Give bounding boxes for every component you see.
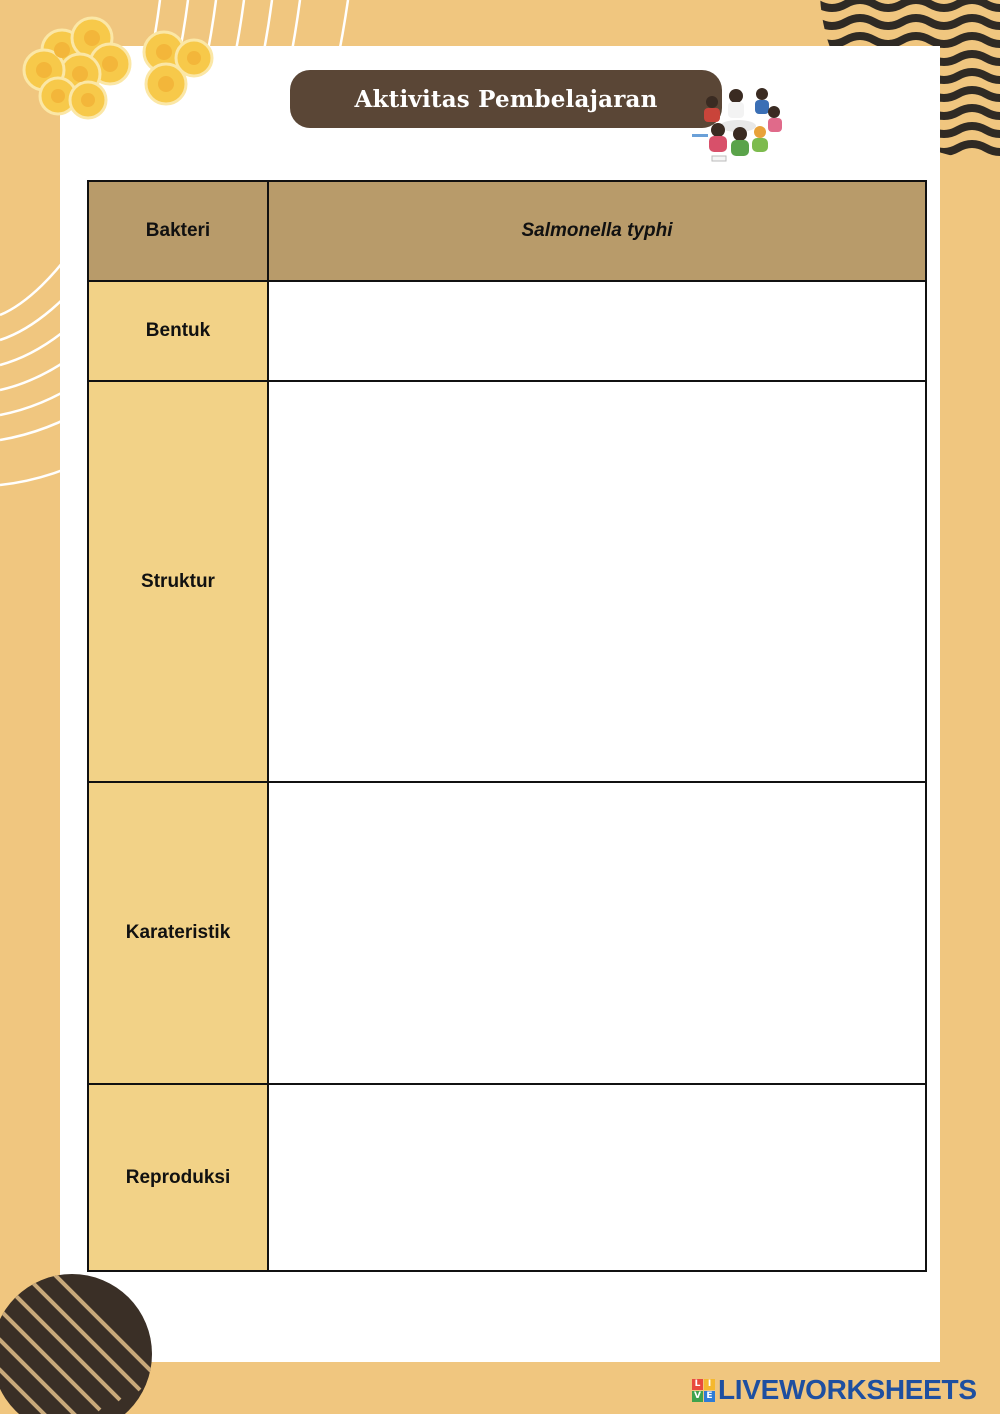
row-label-struktur: Struktur [88, 381, 268, 782]
row-label-reproduksi: Reproduksi [88, 1084, 268, 1271]
answer-cell-reproduksi[interactable] [268, 1084, 926, 1271]
answer-cell-struktur[interactable] [268, 381, 926, 782]
row-label-karateristik: Karateristik [88, 782, 268, 1084]
page-title: Aktivitas Pembelajaran [290, 70, 722, 128]
table-row [88, 281, 926, 381]
students-illustration [688, 84, 788, 168]
row-label-bentuk: Bentuk [88, 281, 268, 381]
table-header-row [88, 181, 926, 281]
bacteria-cluster-decoration [14, 14, 214, 124]
brand-text: LIVEWORKSHEETS [718, 1374, 977, 1405]
liveworksheets-logo-icon: L I V E [692, 1379, 715, 1402]
striped-circle-decoration [0, 1270, 160, 1414]
answer-cell-bentuk[interactable] [268, 281, 926, 381]
header-value-cell: Salmonella typhi [268, 181, 926, 281]
worksheet-table [87, 180, 927, 1272]
table-row [88, 381, 926, 782]
liveworksheets-brand[interactable] [692, 1372, 977, 1408]
header-label-cell: Bakteri [88, 181, 268, 281]
answer-cell-karateristik[interactable] [268, 782, 926, 1084]
table-row [88, 782, 926, 1084]
table-row [88, 1084, 926, 1271]
